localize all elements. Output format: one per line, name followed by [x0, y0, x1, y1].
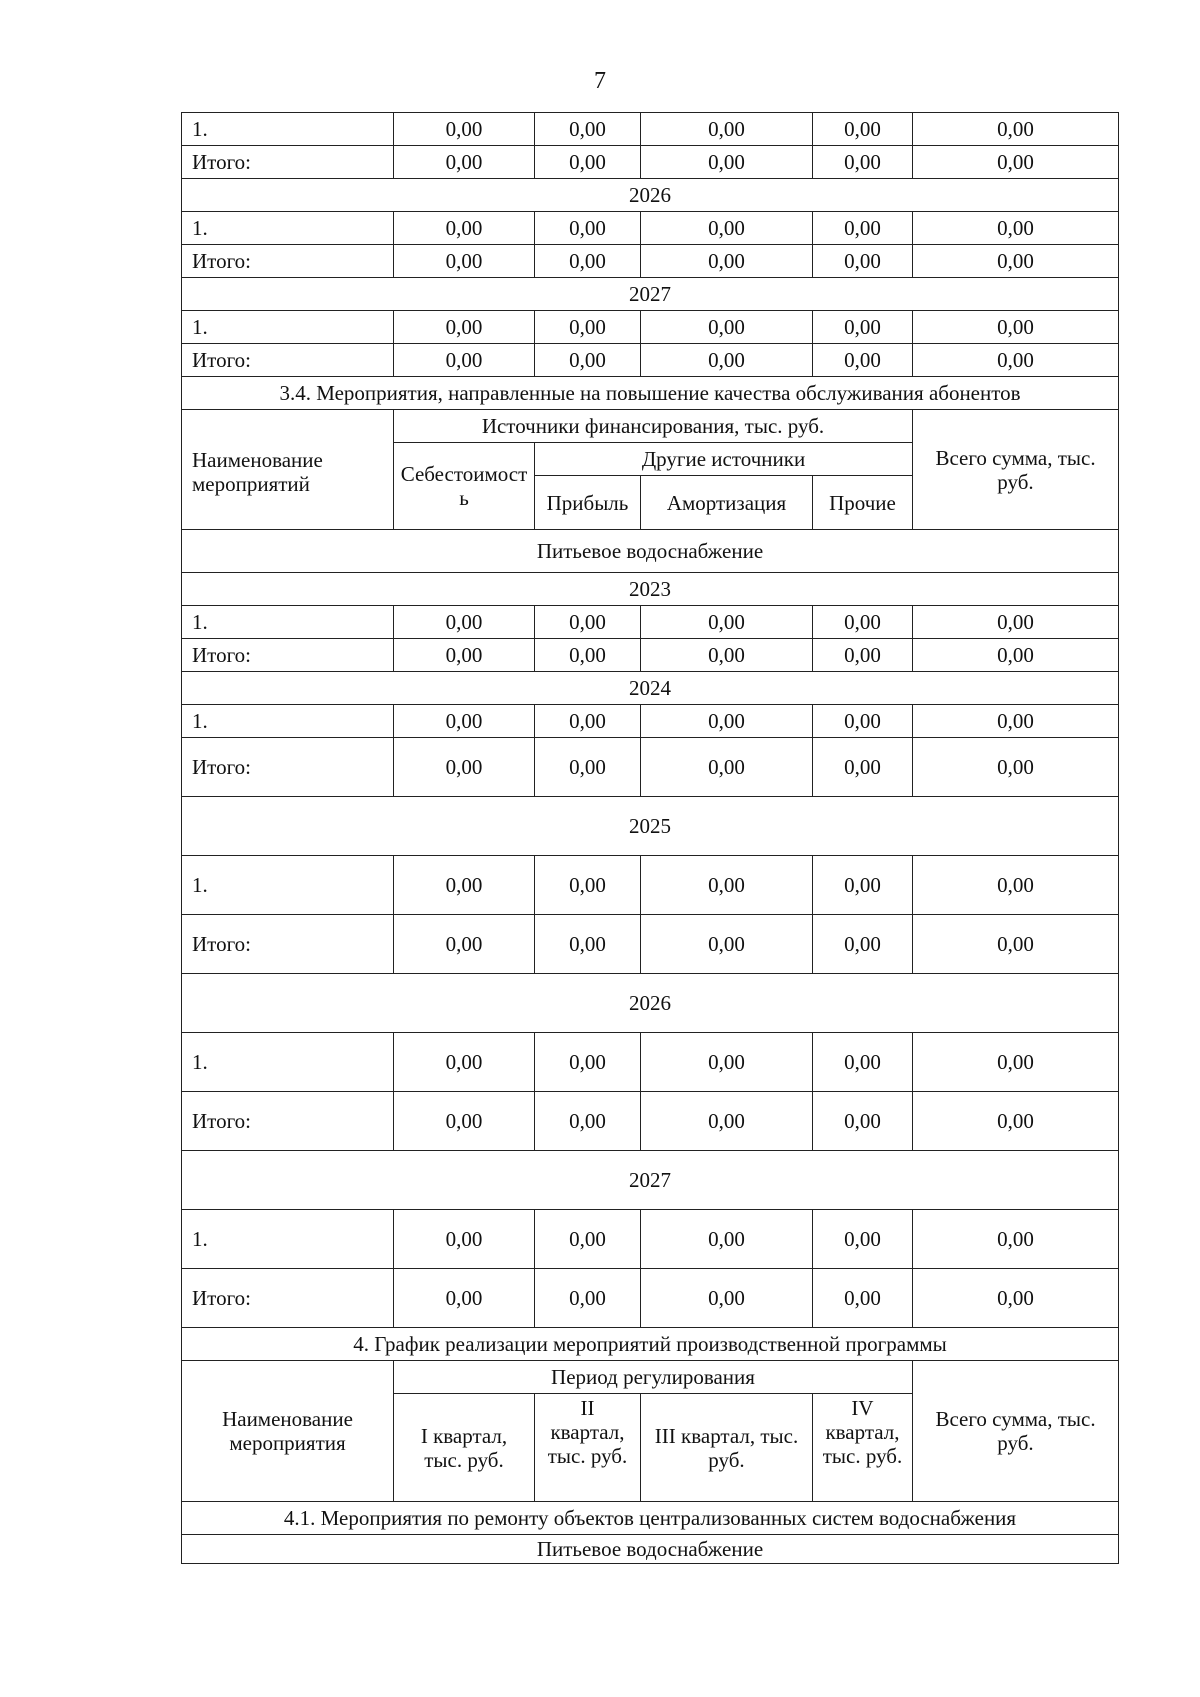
s4-header-total: Всего сумма, тыс. руб.: [913, 1361, 1119, 1502]
section-3-4-title: 3.4. Мероприятия, направленные на повышение качества обслуживания абонентов: [182, 377, 1119, 410]
row-label: Итого:: [182, 738, 394, 797]
value-cell: 0,00: [535, 146, 641, 179]
year-row: [182, 179, 1119, 212]
table-row: [182, 1033, 1119, 1092]
value-cell: 0,00: [641, 915, 813, 974]
row-label: 1.: [182, 113, 394, 146]
value-cell: 0,00: [535, 1092, 641, 1151]
value-cell: 0,00: [535, 856, 641, 915]
header-sources: Источники финансирования, тыс. руб.: [394, 410, 913, 443]
row-label: 1.: [182, 705, 394, 738]
row-label: 1.: [182, 1210, 394, 1269]
row-label: 1.: [182, 856, 394, 915]
section-4-1-title: 4.1. Мероприятия по ремонту объектов централизованных систем водоснабжения: [182, 1502, 1119, 1535]
value-cell: 0,00: [641, 1033, 813, 1092]
value-cell: 0,00: [813, 915, 913, 974]
value-cell: 0,00: [394, 245, 535, 278]
row-label: Итого:: [182, 344, 394, 377]
value-cell: 0,00: [535, 639, 641, 672]
table-row: [182, 1210, 1119, 1269]
value-cell: 0,00: [913, 344, 1119, 377]
value-cell: 0,00: [394, 856, 535, 915]
value-cell: 0,00: [535, 311, 641, 344]
value-cell: 0,00: [641, 639, 813, 672]
value-cell: 0,00: [913, 639, 1119, 672]
s4-header-period: Период регулирования: [394, 1361, 913, 1394]
value-cell: 0,00: [913, 915, 1119, 974]
value-cell: 0,00: [913, 1269, 1119, 1328]
table-row: [182, 1092, 1119, 1151]
value-cell: 0,00: [641, 705, 813, 738]
value-cell: 0,00: [641, 856, 813, 915]
value-cell: 0,00: [641, 1210, 813, 1269]
value-cell: 0,00: [813, 639, 913, 672]
value-cell: 0,00: [913, 311, 1119, 344]
section-4-category: Питьевое водоснабжение: [182, 1535, 1119, 1564]
value-cell: 0,00: [394, 113, 535, 146]
value-cell: 0,00: [535, 113, 641, 146]
table-row: [182, 856, 1119, 915]
value-cell: 0,00: [641, 146, 813, 179]
value-cell: 0,00: [913, 705, 1119, 738]
value-cell: 0,00: [913, 245, 1119, 278]
value-cell: 0,00: [394, 1210, 535, 1269]
value-cell: 0,00: [641, 1269, 813, 1328]
value-cell: 0,00: [641, 606, 813, 639]
value-cell: 0,00: [913, 1033, 1119, 1092]
section-3-4: [182, 377, 1119, 573]
value-cell: 0,00: [535, 212, 641, 245]
table-row: [182, 212, 1119, 245]
row-label: 1.: [182, 212, 394, 245]
value-cell: 0,00: [813, 1033, 913, 1092]
value-cell: 0,00: [913, 212, 1119, 245]
value-cell: 0,00: [813, 146, 913, 179]
header-amortization: Амортизация: [641, 476, 813, 530]
year-label: 2023: [182, 573, 1119, 606]
value-cell: 0,00: [813, 1210, 913, 1269]
value-cell: 0,00: [813, 245, 913, 278]
header-other-sources: Другие источники: [535, 443, 913, 476]
value-cell: 0,00: [535, 1210, 641, 1269]
value-cell: 0,00: [641, 311, 813, 344]
year-row: [182, 672, 1119, 705]
value-cell: 0,00: [913, 606, 1119, 639]
year-label: 2025: [182, 797, 1119, 856]
value-cell: 0,00: [641, 113, 813, 146]
value-cell: 0,00: [535, 344, 641, 377]
program-table: [181, 112, 1118, 1564]
value-cell: 0,00: [813, 344, 913, 377]
value-cell: 0,00: [813, 113, 913, 146]
value-cell: 0,00: [641, 738, 813, 797]
table-row: [182, 1269, 1119, 1328]
table-row: [182, 146, 1119, 179]
year-label: 2026: [182, 179, 1119, 212]
value-cell: 0,00: [913, 146, 1119, 179]
value-cell: 0,00: [394, 705, 535, 738]
value-cell: 0,00: [813, 705, 913, 738]
value-cell: 0,00: [813, 1092, 913, 1151]
year-row: [182, 797, 1119, 856]
year-row: [182, 1151, 1119, 1210]
s4-header-q1: I квартал, тыс. руб.: [394, 1394, 535, 1502]
value-cell: 0,00: [913, 1092, 1119, 1151]
value-cell: 0,00: [394, 915, 535, 974]
row-label: Итого:: [182, 639, 394, 672]
top-section: [182, 113, 1119, 377]
value-cell: 0,00: [394, 311, 535, 344]
value-cell: 0,00: [535, 606, 641, 639]
value-cell: 0,00: [813, 311, 913, 344]
value-cell: 0,00: [641, 1092, 813, 1151]
value-cell: 0,00: [394, 738, 535, 797]
header-profit: Прибыль: [535, 476, 641, 530]
row-label: Итого:: [182, 146, 394, 179]
value-cell: 0,00: [641, 245, 813, 278]
s4-header-q2: II квартал, тыс. руб.: [535, 1394, 641, 1502]
value-cell: 0,00: [535, 915, 641, 974]
year-label: 2027: [182, 1151, 1119, 1210]
table-row: [182, 311, 1119, 344]
value-cell: 0,00: [535, 705, 641, 738]
value-cell: 0,00: [913, 1210, 1119, 1269]
value-cell: 0,00: [813, 856, 913, 915]
row-label: Итого:: [182, 1092, 394, 1151]
value-cell: 0,00: [913, 856, 1119, 915]
value-cell: 0,00: [813, 212, 913, 245]
s4-header-q3: III квартал, тыс. руб.: [641, 1394, 813, 1502]
value-cell: 0,00: [813, 606, 913, 639]
table-row: [182, 344, 1119, 377]
header-total: Всего сумма, тыс. руб.: [913, 410, 1119, 530]
s4-header-name-col: Наименование мероприятия: [182, 1361, 394, 1502]
header-name-col: Наименование мероприятий: [182, 410, 394, 530]
value-cell: 0,00: [913, 113, 1119, 146]
value-cell: 0,00: [394, 1269, 535, 1328]
row-label: Итого:: [182, 245, 394, 278]
value-cell: 0,00: [535, 738, 641, 797]
row-label: Итого:: [182, 1269, 394, 1328]
value-cell: 0,00: [394, 1033, 535, 1092]
year-row: [182, 573, 1119, 606]
page-number: 7: [594, 68, 606, 94]
value-cell: 0,00: [813, 738, 913, 797]
table-row: [182, 705, 1119, 738]
table-row: [182, 915, 1119, 974]
table-row: [182, 639, 1119, 672]
row-label: 1.: [182, 1033, 394, 1092]
table-row: [182, 606, 1119, 639]
value-cell: 0,00: [913, 738, 1119, 797]
value-cell: 0,00: [394, 212, 535, 245]
value-cell: 0,00: [535, 1033, 641, 1092]
row-label: 1.: [182, 311, 394, 344]
year-row: [182, 278, 1119, 311]
header-cost: Себестоимость: [394, 443, 535, 530]
s4-header-q4: IV квартал, тыс. руб.: [813, 1394, 913, 1502]
value-cell: 0,00: [813, 1269, 913, 1328]
section-3-4-category: Питьевое водоснабжение: [182, 530, 1119, 573]
value-cell: 0,00: [394, 639, 535, 672]
years-section: [182, 573, 1119, 1328]
value-cell: 0,00: [394, 1092, 535, 1151]
value-cell: 0,00: [394, 344, 535, 377]
value-cell: 0,00: [535, 245, 641, 278]
value-cell: 0,00: [394, 146, 535, 179]
table-row: [182, 113, 1119, 146]
year-label: 2027: [182, 278, 1119, 311]
section-4: [182, 1328, 1119, 1564]
value-cell: 0,00: [535, 1269, 641, 1328]
section-4-title: 4. График реализации мероприятий производственной программы: [182, 1328, 1119, 1361]
year-row: [182, 974, 1119, 1033]
table-row: [182, 245, 1119, 278]
header-other: Прочие: [813, 476, 913, 530]
row-label: 1.: [182, 606, 394, 639]
year-label: 2026: [182, 974, 1119, 1033]
value-cell: 0,00: [641, 344, 813, 377]
value-cell: 0,00: [394, 606, 535, 639]
value-cell: 0,00: [641, 212, 813, 245]
table-row: [182, 738, 1119, 797]
row-label: Итого:: [182, 915, 394, 974]
year-label: 2024: [182, 672, 1119, 705]
